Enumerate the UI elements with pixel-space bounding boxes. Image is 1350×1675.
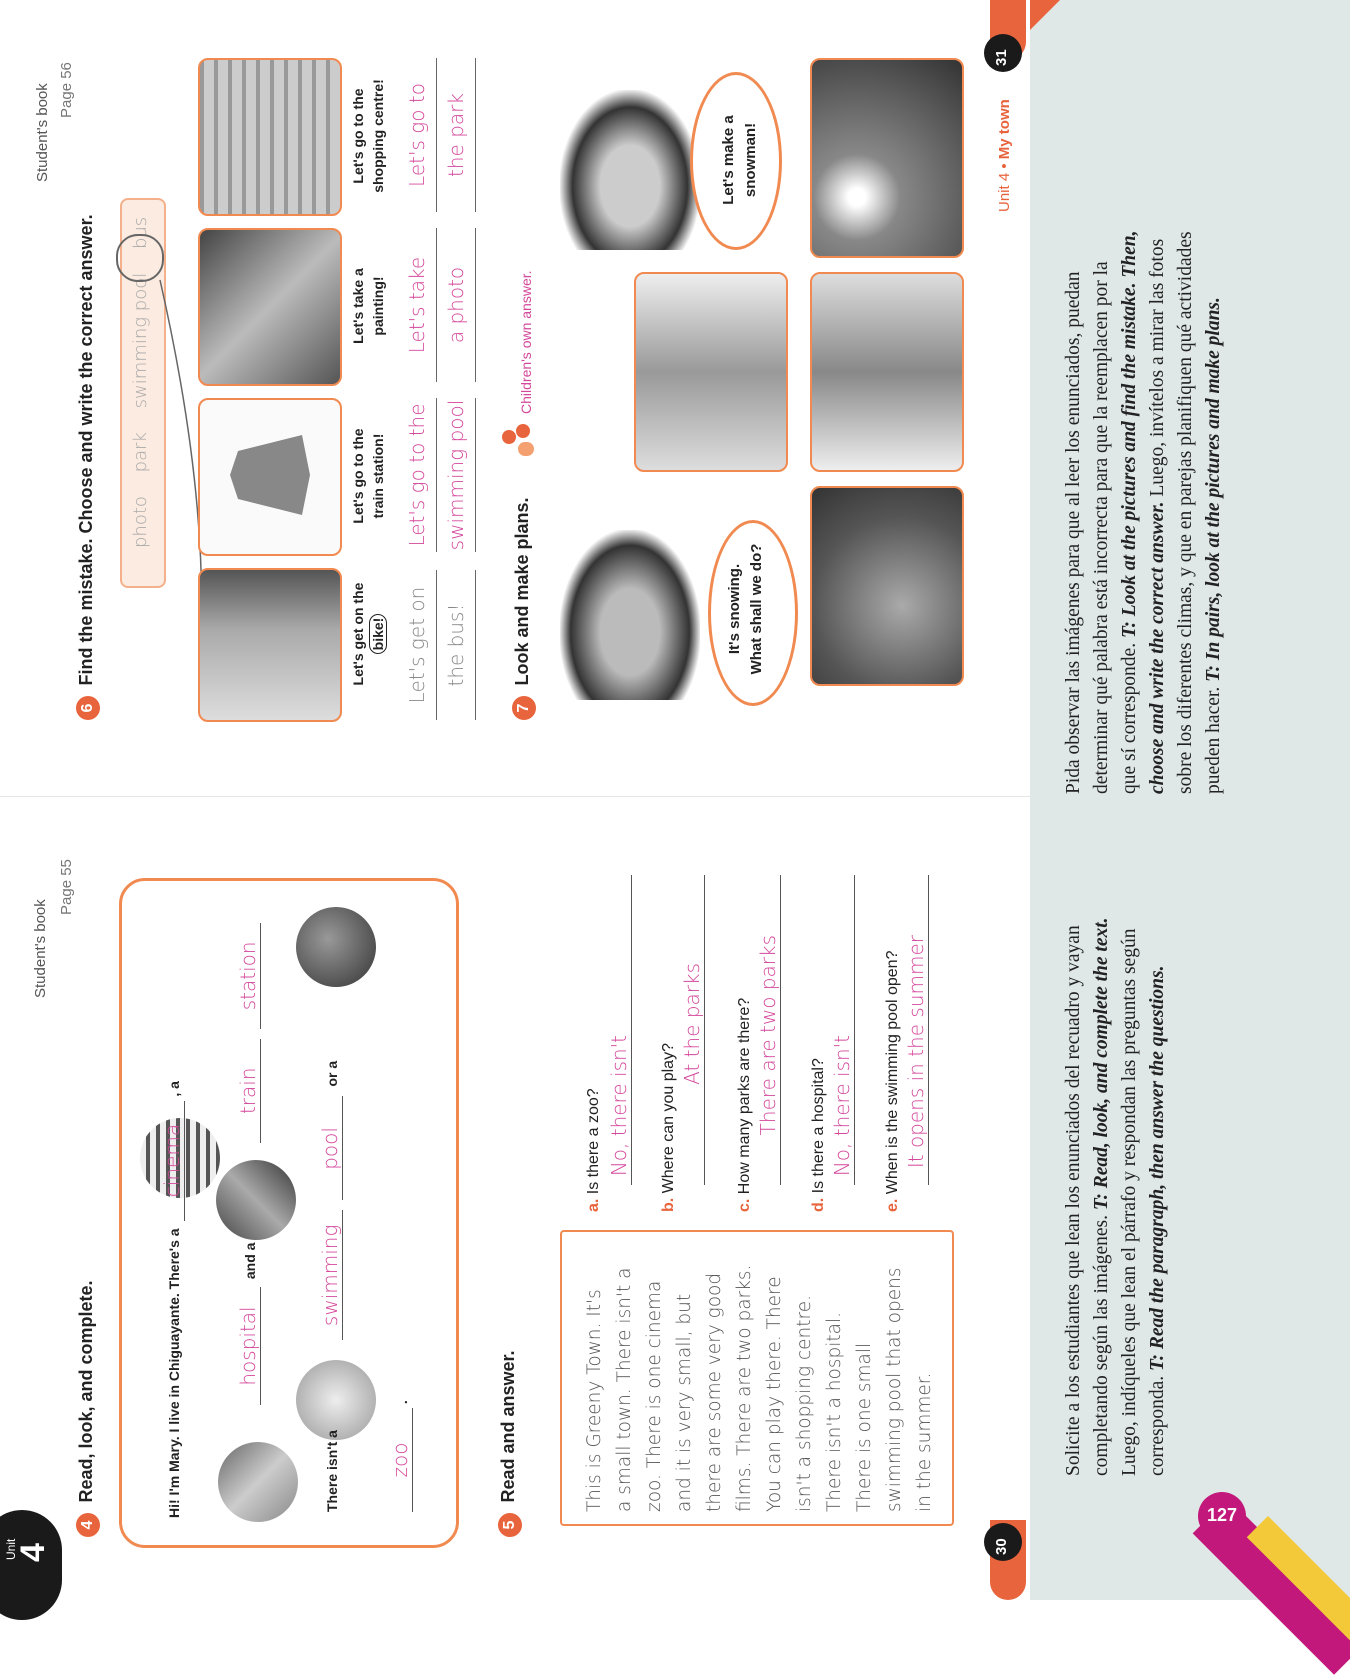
teacher-note-text: corresponda.	[1147, 1370, 1168, 1476]
q-letter: a.	[585, 1198, 602, 1212]
teacher-note-line	[1116, 917, 1144, 1476]
girl-speech-text	[724, 534, 768, 684]
question-b	[660, 1043, 678, 1212]
teacher-note-text: Luego, invítelos a mirar las fotos	[1147, 238, 1168, 502]
question-c	[736, 998, 754, 1212]
answer-text: At the parks	[680, 875, 705, 1185]
footer-title: My town	[996, 99, 1013, 160]
word-swimming-pool: swimming pool	[130, 272, 151, 409]
boy-portrait	[560, 90, 700, 250]
paragraph-line: a small town. There isn't a	[614, 1267, 635, 1512]
ex4-title: Read, look, and complete.	[76, 1280, 96, 1503]
left-page-ref: Page 55	[58, 859, 75, 915]
right-book-ref: Student's book	[34, 83, 51, 182]
ex4-row1	[160, 1081, 185, 1518]
bubble-line: snowman!	[742, 122, 759, 198]
ex6-title: Find the mistake. Choose and write the correct answer.	[76, 214, 96, 686]
ex4-heading	[76, 1281, 100, 1538]
ex6-answer-1	[398, 570, 476, 720]
answer-d	[830, 875, 855, 1185]
sunny-sky-photo	[810, 58, 964, 258]
answer-pool: pool	[318, 1096, 343, 1200]
swimsuit-photo	[198, 398, 342, 556]
ex4-or-a: or a	[324, 1060, 340, 1087]
answer-text: No, there isn't	[830, 875, 855, 1185]
item-line1: Let's get on the	[350, 582, 366, 686]
ex5-number: 5	[498, 1513, 522, 1537]
teacher-page-number: 127	[1206, 1505, 1238, 1525]
ex5-heading	[498, 1350, 522, 1537]
page-number-30: 30	[993, 1538, 1010, 1555]
ex6-item-2	[348, 406, 388, 546]
teacher-note-line	[1200, 231, 1228, 794]
camera-photo	[198, 228, 342, 386]
answer-c	[756, 875, 781, 1185]
paragraph-line: isn't a shopping centre.	[794, 1295, 815, 1512]
paragraph-line: in the summer.	[914, 1372, 935, 1512]
item-line1: Let's go to the	[350, 88, 366, 184]
hospital-photo	[218, 1442, 298, 1522]
answer-train: train	[236, 1039, 261, 1143]
answer-line2: the bus!	[437, 570, 476, 720]
ex4-row3	[318, 1061, 343, 1512]
teacher-instruction: T: Read the paragraph, then answer the questions.	[1147, 965, 1168, 1371]
q-letter: d.	[810, 1197, 827, 1212]
question-d	[810, 1058, 828, 1212]
windy-palms-photo	[810, 272, 964, 472]
item-line2: shopping centre!	[370, 79, 386, 193]
answer-text: It opens in the summer	[904, 875, 929, 1185]
answer-swimming: swimming	[318, 1210, 343, 1340]
paragraph-line: films. There are two parks.	[734, 1264, 755, 1512]
q-letter: e.	[884, 1198, 901, 1212]
ex7-note: Children's own answer.	[518, 270, 534, 414]
word-park: park	[130, 432, 151, 473]
teacher-note-line	[1088, 917, 1116, 1476]
answer-line2: a photo	[437, 228, 476, 382]
teacher-note-text: Luego, indíqueles que lean el párrafo y respondan las preguntas según	[1119, 928, 1140, 1476]
q-text: Where can you play?	[660, 1043, 677, 1194]
teacher-note-text: determinar qué palabra está incorrecta para que la reemplacen por la	[1091, 261, 1112, 794]
paragraph-line: There isn't a hospital.	[824, 1312, 845, 1512]
paragraph-line: there are some very good	[704, 1272, 725, 1512]
answer-hospital: hospital	[236, 1287, 261, 1405]
bike-photo	[198, 568, 342, 722]
item-line1: Let's go to the	[350, 428, 366, 524]
answer-line1: Let's go to	[398, 58, 437, 212]
bubble-line: It's snowing.	[726, 563, 743, 655]
word-photo: photo	[130, 496, 151, 548]
teacher-notes-left	[1060, 917, 1172, 1476]
footer-dot: •	[996, 163, 1013, 169]
teacher-note-line	[1060, 231, 1088, 794]
answer-text: No, there isn't	[607, 875, 632, 1185]
ex6-item-1	[348, 564, 388, 704]
paragraph-line: zoo. There is one cinema	[644, 1280, 665, 1512]
teacher-note-text: Pida observar las imágenes para que al leer los enunciados, puedan	[1063, 271, 1084, 794]
ex4-end: .	[394, 1400, 410, 1405]
ex6-number: 6	[76, 696, 100, 720]
paragraph-line: and it is very small, but	[674, 1293, 695, 1512]
answer-a	[607, 875, 632, 1185]
teacher-note-text: pueden hacer.	[1203, 681, 1224, 794]
answer-e	[904, 875, 929, 1185]
page-divider	[0, 796, 1030, 797]
ex4-there-isnt: There isn't a	[324, 1430, 340, 1512]
item-line2: train station!	[370, 433, 386, 519]
teacher-note-line	[1172, 231, 1200, 794]
item-line2: bike!	[369, 614, 387, 655]
ex4-line1b: , a	[166, 1081, 182, 1097]
paragraph-line: You can play there. There	[764, 1276, 785, 1512]
teacher-instruction: T: Read, look, and complete the text.	[1091, 917, 1112, 1211]
paragraph-line: This is Greeny Town. It's	[584, 1289, 605, 1512]
teacher-instruction: choose and write the correct answer.	[1147, 501, 1168, 794]
pair-work-icon	[498, 420, 538, 460]
ex6-item-3	[348, 236, 388, 376]
teacher-note-text: sobre los diferentes climas, y que en parejas planifiquen qué actividades	[1175, 231, 1196, 794]
ex4-line1a: Hi! I'm Mary. I live in Chiguayante. There's a	[166, 1228, 182, 1518]
teacher-note-line	[1144, 231, 1172, 794]
corner-ribbon-top	[1030, 0, 1060, 30]
answer-zoo: zoo	[388, 1408, 413, 1512]
q-letter: b.	[660, 1197, 677, 1212]
boy-speech-text	[718, 100, 762, 220]
ex6-answer-3	[398, 228, 476, 382]
right-footer	[996, 99, 1013, 212]
question-a	[585, 1088, 603, 1212]
answer-text: There are two parks	[756, 875, 781, 1185]
teacher-note-text: Solicite a los estudiantes que lean los enunciados del recuadro y vayan	[1063, 925, 1084, 1476]
girl-portrait	[560, 530, 700, 700]
ex6-heading	[76, 214, 100, 720]
left-book-ref: Student's book	[32, 899, 49, 998]
answer-line1: Let's take	[398, 228, 437, 382]
bubble-line: What shall we do?	[748, 543, 765, 675]
unit-number: 4	[14, 1543, 52, 1562]
ex4-number: 4	[76, 1513, 100, 1537]
unit-label: Unit	[4, 1538, 18, 1560]
park-photo	[198, 58, 342, 216]
answer-line1: Let's go to the	[398, 398, 437, 552]
item-line1: Let's take a	[350, 268, 366, 344]
page-number-31: 31	[993, 49, 1010, 66]
q-text: Is there a zoo?	[585, 1088, 602, 1195]
ex4-row2	[236, 923, 261, 1405]
snow-house-photo	[634, 272, 788, 472]
rain-umbrella-photo	[810, 486, 964, 686]
teacher-notes-right	[1060, 231, 1228, 794]
teacher-note-text: que sí corresponde.	[1119, 638, 1140, 794]
ex7-title: Look and make plans.	[512, 497, 532, 686]
paragraph-line: swimming pool that opens	[884, 1267, 905, 1512]
teacher-note-line	[1060, 917, 1088, 1476]
answer-line2: the park	[437, 58, 476, 212]
ex7-heading	[512, 497, 536, 720]
answer-cinema: cinema	[160, 1101, 185, 1221]
q-text: How many parks are there?	[736, 997, 753, 1195]
q-letter: c.	[736, 1198, 753, 1212]
word-bus: bus	[130, 216, 151, 250]
paragraph-line: There is one small	[854, 1342, 875, 1512]
bubble-line: Let's make a	[720, 115, 737, 205]
teacher-note-line	[1144, 917, 1172, 1476]
footer-unit: Unit 4	[996, 172, 1013, 212]
ex6-answer-2	[398, 398, 476, 552]
ex5-title: Read and answer.	[498, 1350, 518, 1503]
teacher-instruction: T: Look at the pictures and find the mistake. Then,	[1119, 230, 1140, 639]
question-e	[884, 951, 902, 1212]
answer-station: station	[236, 923, 261, 1029]
ex4-row4	[388, 1400, 413, 1512]
right-page-ref: Page 56	[58, 62, 75, 118]
teacher-instruction: T: In pairs, look at the pictures and make plans.	[1203, 297, 1224, 682]
q-text: Is there a hospital?	[810, 1058, 827, 1194]
answer-line1: Let's get on	[398, 570, 437, 720]
item-line2: painting!	[370, 276, 386, 336]
unit-tab	[0, 1510, 62, 1620]
ex4-and-a: and a	[242, 1242, 258, 1280]
teacher-note-line	[1116, 231, 1144, 794]
ex7-number: 7	[512, 696, 536, 720]
q-text: When is the swimming pool open?	[884, 950, 901, 1195]
ex5-paragraph	[580, 1232, 940, 1512]
answer-line2: swimming pool	[437, 398, 476, 552]
ex6-answer-4	[398, 58, 476, 212]
zoo-photo	[296, 907, 376, 987]
ex6-item-4	[348, 66, 388, 206]
teacher-note-line	[1088, 231, 1116, 794]
teacher-note-text: completando según las imágenes.	[1091, 1210, 1112, 1476]
answer-b	[680, 875, 705, 1185]
